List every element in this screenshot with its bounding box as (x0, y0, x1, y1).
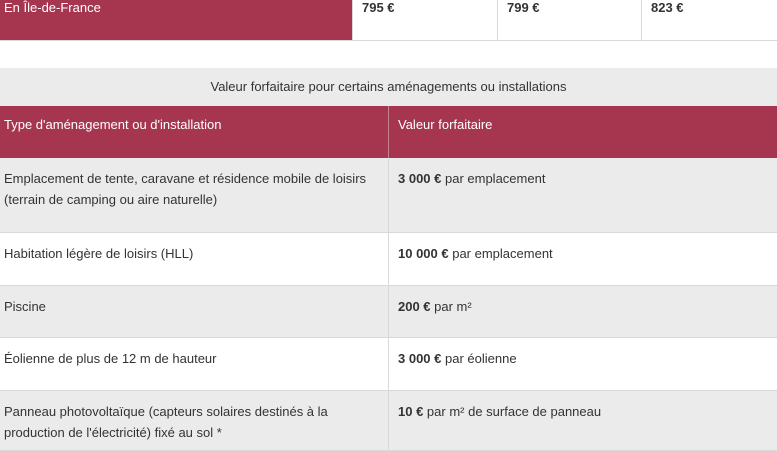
table-row (0, 285, 777, 337)
value-cell (389, 337, 777, 390)
value-unit: par m² (431, 299, 472, 314)
value-amount: 10 € (398, 404, 423, 419)
top-price-row (0, 0, 777, 41)
table-row (0, 232, 777, 285)
value-cell (389, 232, 777, 285)
table-row (0, 158, 777, 232)
value-unit: par m² de surface de panneau (423, 404, 601, 419)
flat-value-table (0, 106, 777, 451)
header-type: Type d'aménagement ou d'installation (0, 106, 389, 158)
table-caption: Valeur forfaitaire pour certains aménagements ou installations (0, 68, 777, 106)
type-cell: Éolienne de plus de 12 m de hauteur (0, 337, 389, 390)
table-row (0, 390, 777, 450)
value-amount: 3 000 € (398, 171, 441, 186)
value-unit: par éolienne (441, 351, 516, 366)
price-cell: 823 € (641, 0, 777, 40)
value-unit: par emplacement (441, 171, 545, 186)
type-cell: Panneau photovoltaïque (capteurs solaires destinés à la production de l'électricité) fixé au sol * (0, 390, 389, 450)
value-cell (389, 390, 777, 450)
type-cell: Piscine (0, 285, 389, 337)
price-cell: 795 € (352, 0, 497, 40)
value-amount: 10 000 € (398, 246, 449, 261)
value-cell (389, 285, 777, 337)
value-cell (389, 158, 777, 232)
region-label: En Île-de-France (0, 0, 352, 40)
value-amount: 200 € (398, 299, 431, 314)
type-cell: Habitation légère de loisirs (HLL) (0, 232, 389, 285)
table-header-row (0, 106, 777, 158)
price-cell: 799 € (497, 0, 641, 40)
table-row (0, 337, 777, 390)
type-cell: Emplacement de tente, caravane et résidence mobile de loisirs (terrain de camping ou aire naturelle) (0, 158, 389, 232)
value-unit: par emplacement (449, 246, 553, 261)
value-amount: 3 000 € (398, 351, 441, 366)
header-value: Valeur forfaitaire (389, 106, 777, 158)
